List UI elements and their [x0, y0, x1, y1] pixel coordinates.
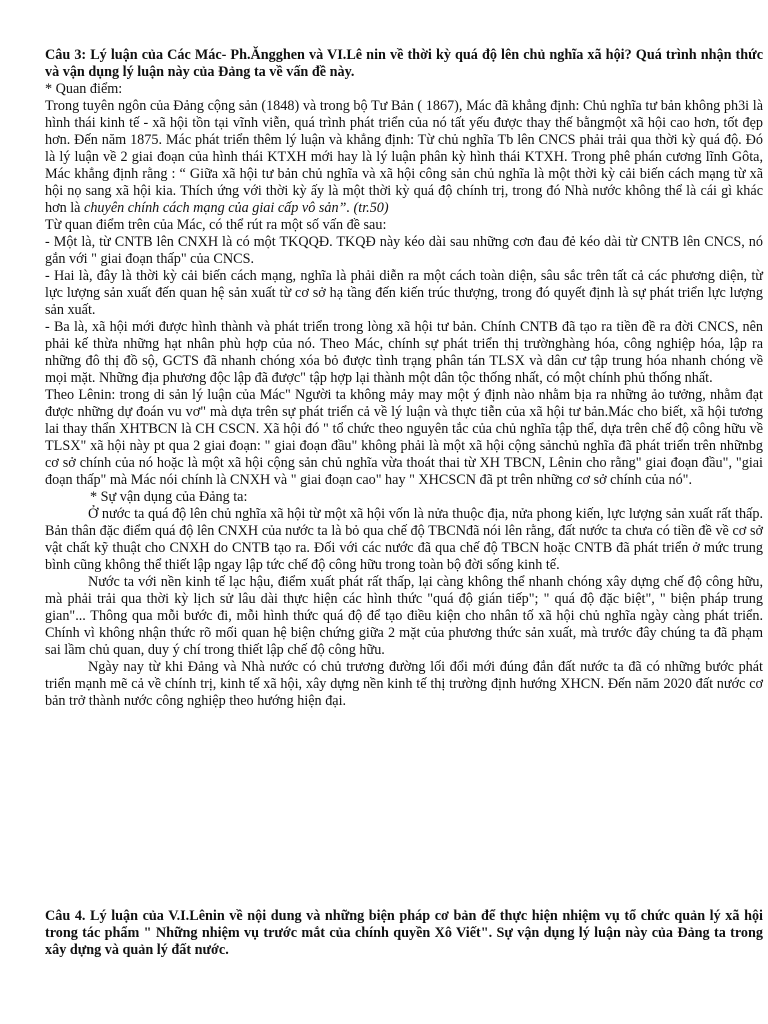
paragraph-conclusions-intro: Từ quan điểm trên của Mác, có thể rút ra một số vấn đề sau:: [45, 217, 387, 233]
application-label: * Sự vận dụng của Đảng ta:: [90, 489, 248, 505]
paragraph-marx-theory-text: Trong tuyên ngôn của Đảng cộng sản (1848) và trong bộ Tư Bản ( 1867), Mác đã khẳng định: Chủ nghĩa tư bản không ph3i là hình thái kinh tế - xã hội tồn tại vĩnh viễn, quá trình phát triển của nó tất yếu được thay thế bằngmột xã hội cao hơn, tốt đẹp hơn. Đến năm 1875. Mác phát triển thêm lý luận và khẳng định: Từ chủ nghĩa Tb lên CNCS phải trải qua thời kỳ quá độ. Đó là lý luận về 2 giai đoạn của hình thái KTXH mới hay là lý luận phân kỳ hình thái KTXH. Trong phê phán cương lĩnh Gôta, Mác khẳng định rằng : “ Giữa xã hội tư bản chủ nghĩa và xã hội công sản chủ nghĩa là một thời kỳ cải biến cách mạng từ xã hội nọ sang xã hội kia. Thích ứng với thời kỳ ấy là một thời kỳ quá độ chính trị, trong đó Nhà nước không thể là cái gì khác hơn là: [45, 98, 763, 216]
paragraph-doi-moi: Ngày nay từ khi Đảng và Nhà nước có chủ trương đường lối đổi mới đúng đắn đất nước ta đã có những bước phát triển mạnh mẽ cả về chính trị, kinh tế xã hội, xây dựng nền kinh tế thị trường định hướng XHCN. Đến năm 2020 đất nước cơ bản trở thành nước công nghiệp theo hướng hiện đại.: [45, 659, 763, 709]
viewpoint-label: * Quan điểm:: [45, 81, 123, 97]
paragraph-point-two: - Hai là, đây là thời kỳ cải biến cách mạng, nghĩa là phải diễn ra một cách toàn diện, sâu sắc trên tất cả các phương diện, từ lực lượng sản xuất đến quan hệ sản xuất từ cơ sở hạ tầng đến kiến trúc thượng, trong đó quyết định là sự phát triển lực lượng sản xuất.: [45, 268, 763, 318]
question-4-section: [45, 908, 763, 959]
question-4-title: Câu 4. Lý luận của V.I.Lênin về nội dung và những biện pháp cơ bản để thực hiện nhiệm vụ tổ chức quản lý xã hội trong tác phẩm " Những nhiệm vụ trước mắt của chính quyền Xô Viết". Sự vận dụng lý luận này của Đảng ta trong xây dựng và quản lý đất nước.: [45, 908, 763, 958]
question-3-section: [45, 47, 763, 710]
paragraph-point-three: - Ba là, xã hội mới được hình thành và phát triển trong lòng xã hội tư bản. Chính CNTB đã tạo ra tiền đề ra đời CNCS, nên phải kế thừa những hạt nhân phù hợp của nó. Theo Mác, chính sự phát triển thị trườnghàng hóa, công nghiệp hóa, lập ra những đô thị đồ sộ, GCTS đã nhanh chóng xóa bỏ được tình trạng phân tán TLSX và dân cư tập trung hóa nhanh chóng về mọi mặt. Những địa phương độc lập đã được" tập hợp lại thành một dân tộc thống nhất, có một chính phủ thống nhất.: [45, 319, 763, 386]
paragraph-lenin-theory: Theo Lênin: trong di sản lý luận của Mác" Người ta không mảy may một ý định nào nhằm bịa ra những ảo tưởng, nhằm đạt được những dự đoán vu vơ" mà dựa trên sự phát triển cả về lý luận và thực tiễn của xã hội tư bản.Mác cho biết, xã hội tương lai thay thẩn XHTBCN là CH CSCN. Xã hội đó " tổ chức theo nguyên tắc của chủ nghĩa tập thể, dựa trên chế độ công hữu về TLSX" xã hội này pt qua 2 giai đoạn: " giai đoạn đầu" không phải là một xã hội cộng sảnchủ nghĩa đã phát triển trên nhữnbg cơ sở chính của nó hoặc là một xã hội cộng sản chủ nghĩa vừa thoát thai từ XH TBCN, Lênin cho rằng" giai đoạn đầu", "giai đoạn thấp" mà Mác nói chính là CNXH và " giai đoạn cao" hay " XHCSCN đã pt trên những cơ sở chính của nó".: [45, 387, 763, 488]
question-3-title: Câu 3: Lý luận của Các Mác- Ph.Ăngghen và VI.Lê nin về thời kỳ quá độ lên chủ nghĩa xã hội? Quá trình nhận thức và vận dụng lý luận này của Đảng ta về vấn đề này.: [45, 47, 763, 80]
paragraph-marx-theory: [45, 98, 763, 217]
paragraph-indirect-transition: Nước ta với nền kinh tế lạc hậu, điểm xuất phát rất thấp, lại càng không thể nhanh chóng xây dựng chế độ công hữu, mà phải trải qua thời kỳ lịch sử lâu dài thực hiện các hình thức "quá độ gián tiếp"; " quá độ đặc biệt", " biện pháp trung gian"... Thông qua mỗi bước đi, mỗi hình thức quá độ để tạo điều kiện cho nhân tố xã hội chủ nghĩa ngày càng phát triển. Chính vì không nhận thức rõ mối quan hệ biện chứng giữa 2 mặt của phương thức sản xuất, mà trước đây chúng ta đã phạm sai lầm chủ quan, duy ý chí trong thiết lập chế độ công hữu.: [45, 574, 763, 658]
paragraph-marx-theory-quote: chuyên chính cách mạng của giai cấp vô sản”. (tr.50): [84, 200, 389, 216]
paragraph-vietnam-transition: Ở nước ta quá độ lên chủ nghĩa xã hội từ một xã hội vốn là nửa thuộc địa, nửa phong kiến, lực lượng sản xuất rất thấp. Bản thân đặc điểm quá độ lên CNXH của nước ta là bỏ qua chế độ TBCNđã nói lên rằng, đất nước ta chưa có tiền đề về cơ sở vật chất kỹ thuật cho CNXH do CNTB tạo ra. Đối với các nước đã qua chế độ TBCN hoặc CNTB đã phát triển ở mức trung bình cũng không thể thiết lập ngay lập tức chế độ công hữu trong toàn bộ đời sống kinh tế.: [45, 506, 763, 573]
paragraph-point-one: - Một là, từ CNTB lên CNXH là có một TKQQĐ. TKQĐ này kéo dài sau những cơn đau đẻ kéo dài từ CNTB lên CNCS, nó gắn với " giai đoạn thấp" của CNCS.: [45, 234, 763, 267]
